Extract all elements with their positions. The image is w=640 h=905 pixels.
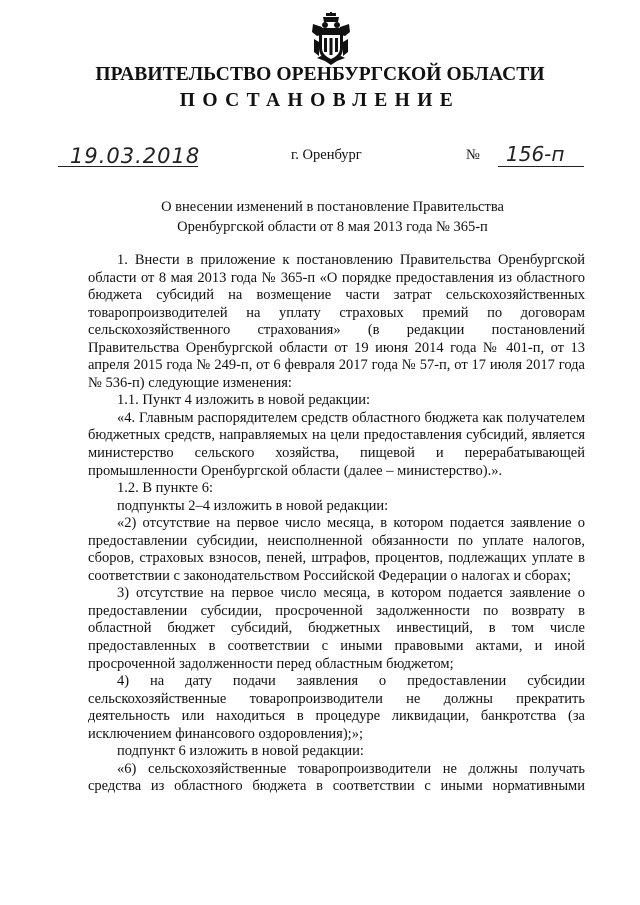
number-label: № [466,147,480,163]
paragraph: «2) отсутствие на первое число месяца, в котором подается заявление о предоставлении субсидии, неисполненной обязанности по уплате налогов, сборов, страховых взносов, пеней, штрафов, процентов, подлежащих уплате в соответствии с законодательством Российской Федерации о налогах и сборах; [88,515,585,584]
document-body [88,252,585,796]
document-city: г. Оренбург [291,147,362,163]
paragraph: «6) сельскохозяйственные товаропроизводители не должны получать средства из областного бюджета в соответствии с иными нормативными [88,760,585,795]
paragraph: 1.1. Пункт 4 изложить в новой редакции: [117,392,371,409]
date-underline [58,166,198,167]
paragraph: 4) на дату подачи заявления о предоставлении субсидии сельскохозяйственные товаропроизводители не должны прекратить деятельность или находиться в процедуре ликвидации, банкротства (за исключением финансового оздоровления);»; [88,673,585,742]
number-underline [498,166,584,167]
document-number: 156-п [506,142,565,166]
paragraph: подпункт 6 изложить в новой редакции: [117,743,364,760]
paragraph: подпункты 2–4 изложить в новой редакции: [117,497,389,514]
coat-of-arms-icon [311,12,351,66]
document-type: ПОСТАНОВЛЕНИЕ [179,90,461,111]
paragraph: 3) отсутствие на первое число месяца, в котором подается заявление о предоставлении субсидии, просроченной задолженности по возврату в областной бюджет субсидий, бюджетных инвестиций, в том числе предоставленных в соответствии с иными правовыми актами, и иной просроченной задолженности перед областным бюджетом; [88,585,585,672]
document-subject: О внесении изменений в постановление Правительства Оренбургской области от 8 мая 2013 года № 365-п [161,199,504,235]
paragraph: 1.2. В пункте 6: [117,480,213,497]
document-date: 19.03.2018 [70,144,201,168]
paragraph: «4. Главным распорядителем средств областного бюджета как получателем бюджетных средств, направляемых на цели предоставления субсидий, является министерство сельского хозяйства, пищевой и перерабатывающей промышленности Оренбургской области (далее – министерство).». [88,409,585,479]
paragraph: 1. Внести в приложение к постановлению Правительства Оренбургской области от 8 мая 2013 года № 365-п «О порядке предоставления из областного бюджета субсидий на возмещение части затрат сельскохозяйственных товаропроизводителей на уплату страховых премий по договорам сельскохозяйственного страхования» (в редакции постановлений Правительства Оренбургской области от 19 июня 2014 года № 401-п, от 13 апреля 2015 года № 249-п, от 6 февраля 2017 года № 57-п, от 17 июля 2017 года № 536-п) следующие изменения: [88,252,585,391]
government-title: ПРАВИТЕЛЬСТВО ОРЕНБУРГСКОЙ ОБЛАСТИ [95,64,545,85]
